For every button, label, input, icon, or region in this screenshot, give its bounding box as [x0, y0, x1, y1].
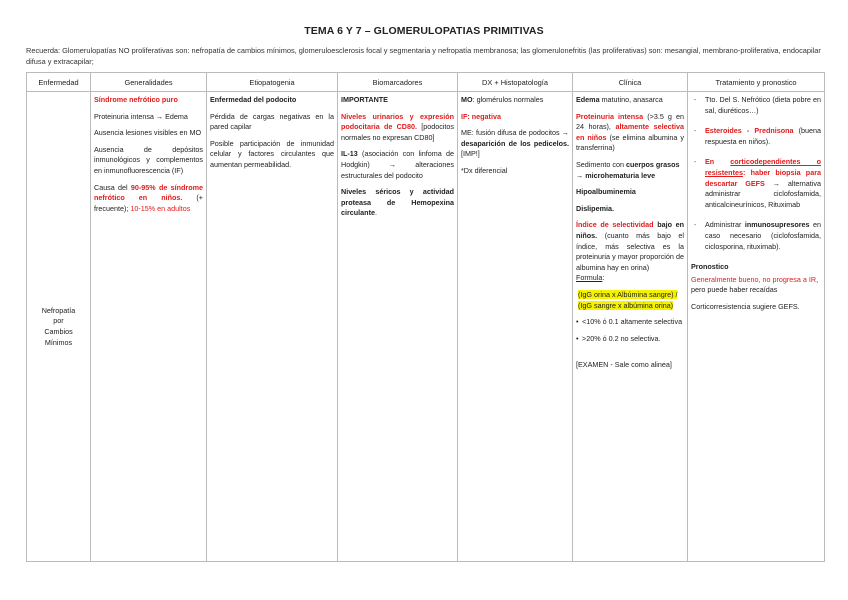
dx-mo: MO: glomérulos normales	[461, 95, 544, 104]
dx-if: IF: negativa	[461, 111, 501, 121]
clinica-edema: Edema matutino, anasarca	[576, 95, 663, 104]
tratamiento-item: - Administrar inmunosupresores en caso necesario (ciclofosfamida, ciclosporina, rituximab).	[705, 220, 821, 252]
intro-note: Recuerda: Glomerulopatías NO proliferativas son: nefropatía de cambios mínimos, glomeruloesclerosis focal y segmentaria y nefropatía membranosa; las glomerulonefritis (las proliferativas) son: mesangial, membrano-proliferativa, endocapilar difusa y extracapilar;	[26, 46, 821, 66]
clinica-dislipemia: Dislipemia.	[576, 203, 614, 213]
disease-name-line: por	[53, 316, 64, 326]
clinica-formula: (IgG orina x Albúmina sangre) / (IgG sangre x albúmina orina)	[578, 289, 678, 310]
pronostico-text: Generalmente bueno, no progresa a IR, pero puede haber recaídas	[691, 274, 819, 295]
column-header: DX + Histopatología	[458, 73, 573, 92]
tratamiento-cell	[688, 92, 825, 562]
page-title: TEMA 6 Y 7 – GLOMERULOPATIAS PRIMITIVAS	[304, 25, 544, 37]
generalidades-causa: Causa del 90-95% de síndrome nefrótico en niños. (+ frecuente); 10-15% en adultos	[94, 182, 203, 213]
generalidades-heading: Síndrome nefrótico puro	[94, 95, 178, 104]
clinica-hipoalbuminemia: Hipoalbuminemia	[576, 187, 636, 197]
clinica-proteinuria: Proteinuria intensa (>3.5 g en 24 horas), altamente selectiva en niños (se elimina albumina y transferrina)	[576, 111, 684, 153]
column-header: Clínica	[573, 73, 688, 92]
etiopatogenia-perdida: Pérdida de cargas negativas en la pared capilar	[210, 111, 334, 132]
column-header: Tratamiento y pronostico	[688, 73, 825, 92]
clinica-altamente-selectiva: • <10% ó 0.1 altamente selectiva	[576, 317, 684, 328]
tratamiento-list	[691, 95, 821, 252]
column-header: Etiopatogenia	[207, 73, 338, 92]
table-row	[27, 92, 825, 562]
tratamiento-item: - Esteroides - Prednisona (buena respuesta en niños).	[705, 126, 821, 147]
column-header: Biomarcadores	[338, 73, 458, 92]
column-header: Generalidades	[91, 73, 207, 92]
column-header: Enfermedad	[27, 73, 91, 92]
biomarcadores-il13: IL-13 (asociación con linfoma de Hodgkin) → alteraciones estructurales del podocito	[341, 149, 454, 180]
pronostico-heading: Pronostico	[691, 262, 729, 272]
disease-name-line: Cambios	[44, 327, 73, 336]
biomarcadores-cell	[338, 92, 458, 562]
generalidades-cell	[91, 92, 207, 562]
glomerulopathy-table	[26, 72, 825, 562]
table-header-row	[27, 73, 825, 92]
etiopatogenia-cell	[207, 92, 338, 562]
dx-diferencial: *Dx diferencial	[461, 165, 508, 175]
biomarcadores-cd80: Niveles urinarios y expresión podocitaria de CD80. [podocitos normales no expresan CD80]	[341, 111, 454, 142]
etiopatogenia-inmunidad: Posible participación de inmunidad celular y factores circulantes que aumentan permeabilidad.	[210, 138, 334, 169]
tratamiento-item: - En corticodependientes o resistentes: haber biopsia para descartar GEFS → alternativa administrar ciclofosfamida, anticalcineurínicos, Rituximab	[705, 157, 821, 210]
pronostico-corticorresistencia: Corticorresistencia sugiere GEFS.	[691, 301, 800, 311]
dx-me: ME: fusión difusa de podocitos → desaparición de los pedicelos. [IMP!]	[461, 128, 569, 159]
clinica-no-selectiva: • >20% ó 0.2 no selectiva.	[576, 334, 684, 345]
generalidades-depositos: Ausencia de depósitos inmunológicos y complementos en inmunofluorescencia (IF)	[94, 144, 203, 175]
disease-cell	[27, 92, 91, 562]
disease-name-line: Nefropatía	[41, 305, 76, 315]
dx-cell	[458, 92, 573, 562]
biomarcadores-hemopexina: Niveles séricos y actividad proteasa de Hemopexina circulante.	[341, 187, 454, 218]
etiopatogenia-heading: Enfermedad del podocito	[210, 95, 297, 104]
tratamiento-item: - Tto. Del S. Nefrótico (dieta pobre en sal, diuréticos…)	[705, 95, 821, 116]
disease-name-line: Mínimos	[44, 337, 73, 347]
generalidades-lesiones: Ausencia lesiones visibles en MO	[94, 128, 202, 138]
generalidades-proteinuria: Proteinuria intensa → Edema	[94, 111, 188, 121]
clinica-cell	[573, 92, 688, 562]
clinica-formula-label: Formula:	[576, 273, 605, 283]
clinica-indice: Índice de selectividad bajo en niños. (cuanto más bajo el índice, más selectiva es la proteinuria y mayor proporción de albumina hay en orina)	[576, 220, 684, 272]
clinica-examen: [EXAMEN - Sale como alinea]	[576, 360, 672, 370]
biomarcadores-heading: IMPORTANTE	[341, 95, 388, 104]
clinica-sedimento: Sedimento con cuerpos grasos → microhematuria leve	[576, 159, 680, 180]
